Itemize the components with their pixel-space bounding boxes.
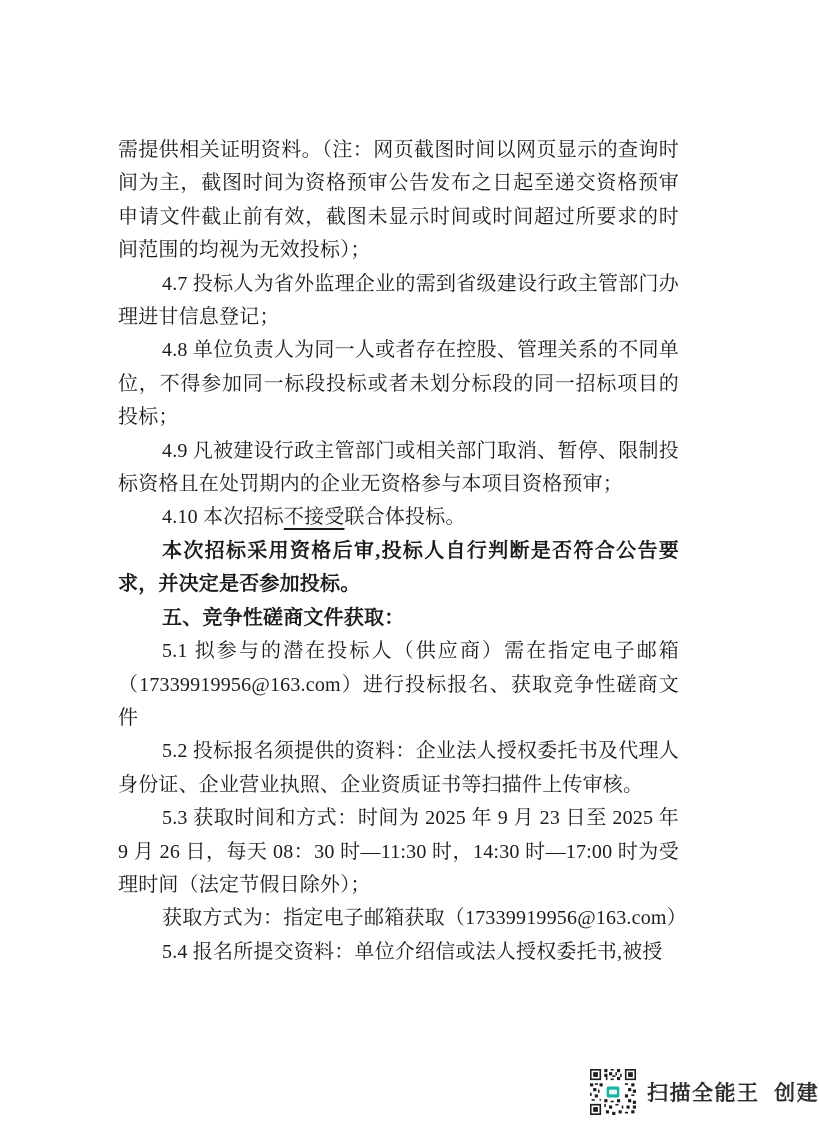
camscanner-watermark [590,1069,819,1115]
underlined-text: 不接受 [283,506,345,529]
paragraph-5-4: 5.4 报名所提交资料：单位介绍信或法人授权委托书,被授 [162,940,663,963]
paragraph-text: 联合体投标。 [344,506,466,529]
paragraph-continuation: 需提供相关证明资料。（注：网页截图时间以网页显示的查询时间为主，截图时间为资格预审公告发布之日起至递交资格预审申请文件截止前有效，截图未显示时间或时间超过所要求的时间范围的均视为无效投标）； [118,139,679,262]
document-text-block [118,134,687,969]
paragraph-text: 4.10 本次招标 [162,506,284,529]
paragraph-5-3: 5.3 获取时间和方式：时间为 2025 年 9 月 23 日至 2025 年 9 月 26 日，每天 08：30 时—11:30 时，14:30 时—17:00 时为受理时间（法定节假日除外）； [118,807,679,896]
qr-code-icon [590,1069,636,1115]
paragraph-5-1: 5.1 拟参与的潜在投标人（供应商）需在指定电子邮箱（17339919956@163.com）进行投标报名、获取竞争性磋商文件 [118,640,679,729]
paragraph-4-10 [118,501,679,534]
paragraph-obtain-method: 获取方式为：指定电子邮箱获取（17339919956@163.com） [162,907,687,930]
section-heading-5: 五、竞争性磋商文件获取： [162,606,405,629]
paragraph-qualification-note: 本次招标采用资格后审,投标人自行判断是否符合公告要求，并决定是否参加投标。 [118,539,679,596]
paragraph-4-8: 4.8 单位负责人为同一人或者存在控股、管理关系的不同单位，不得参加同一标段投标或者未划分标段的同一招标项目的投标； [118,339,679,429]
paragraph-4-7: 4.7 投标人为省外监理企业的需到省级建设行政主管部门办理进甘信息登记； [118,272,679,329]
paragraph-5-2: 5.2 投标报名须提供的资料：企业法人授权委托书及代理人身份证、企业营业执照、企业资质证书等扫描件上传审核。 [118,740,679,796]
paragraph-4-9: 4.9 凡被建设行政主管部门或相关部门取消、暂停、限制投标资格且在处罚期内的企业无资格参与本项目资格预审； [118,439,679,496]
watermark-label: 扫描全能王 创建 [647,1082,819,1105]
